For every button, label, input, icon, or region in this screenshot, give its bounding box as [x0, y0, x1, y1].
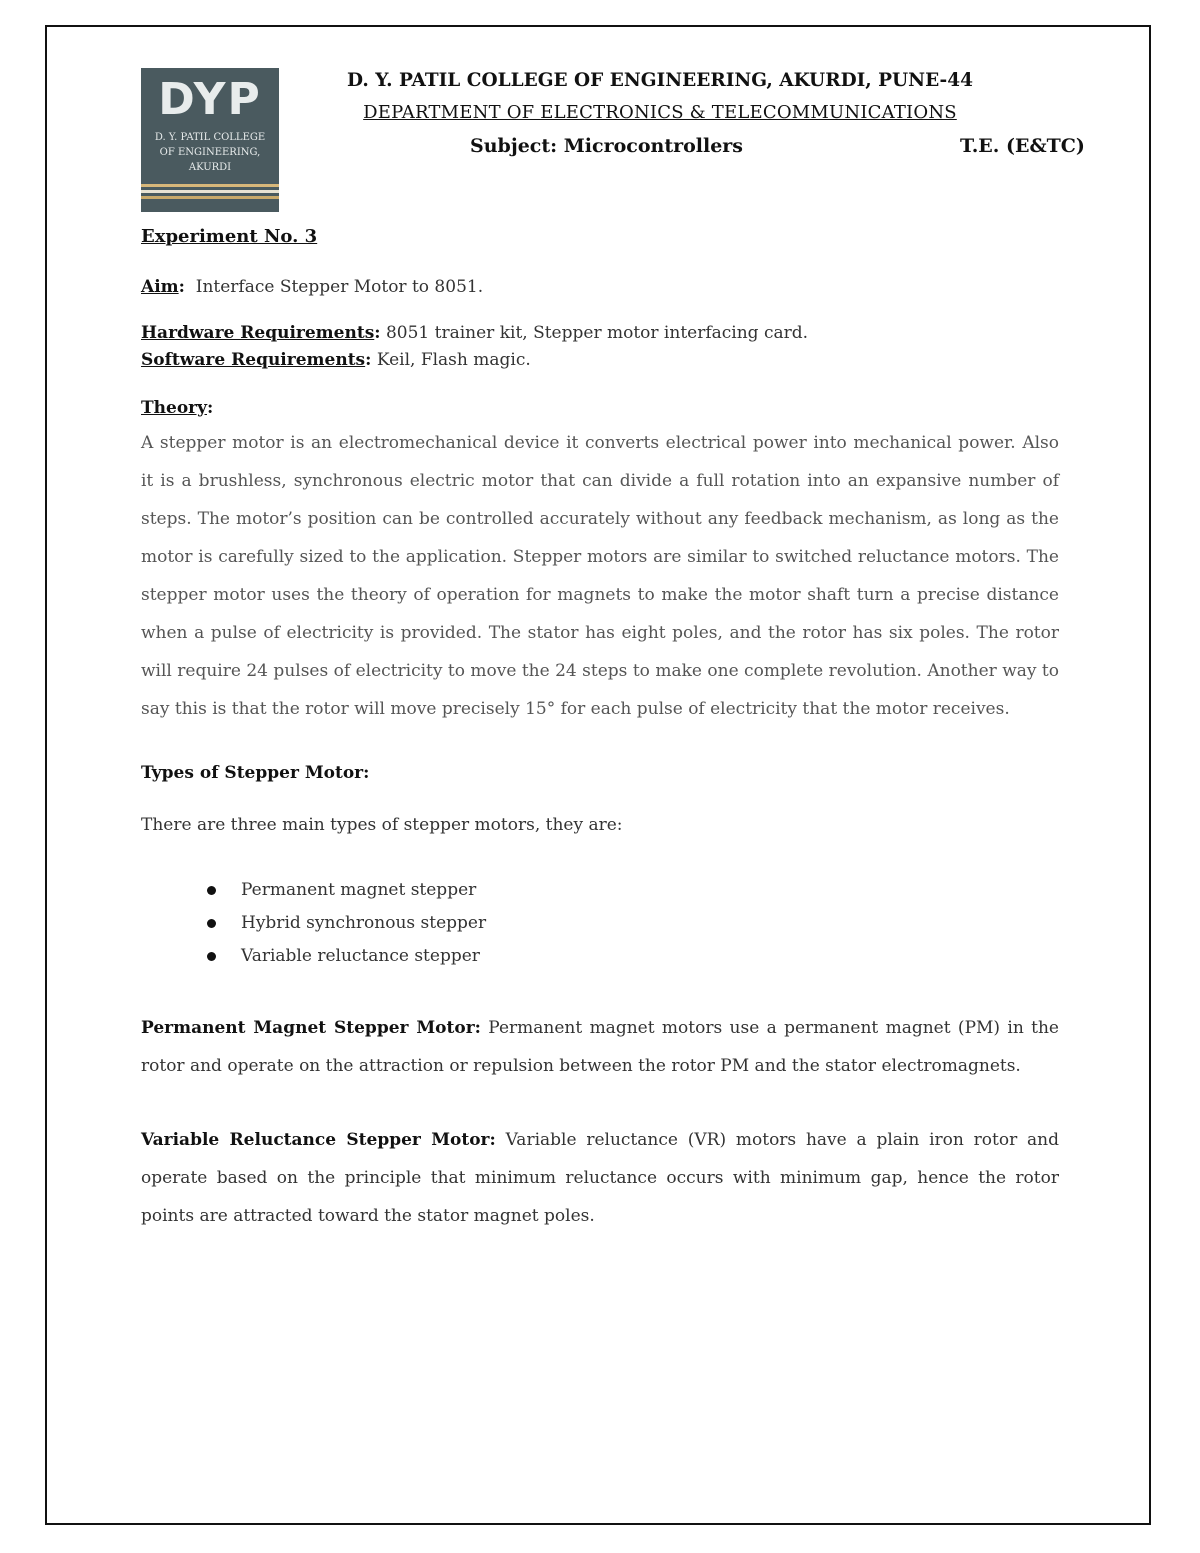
vr-label: Variable Reluctance Stepper Motor:: [141, 1130, 496, 1150]
college-logo: [141, 68, 279, 212]
theory-paragraph: A stepper motor is an electromechanical device it converts electrical power into mechanical power. Also it is a brushless, synchronous electric motor that can divide a full rotation into an expansive number of steps. The motor’s position can be controlled accurately without any feedback mechanism, as long as the motor is carefully sized to the application. Stepper motors are similar to switched reluctance motors. The stepper motor uses the theory of operation for magnets to make the motor shaft turn a precise distance when a pulse of electricity is provided. The stator has eight poles, and the rotor has six poles. The rotor will require 24 pulses of electricity to move the 24 steps to make one complete revolution. Another way to say this is that the rotor will move precisely 15° for each pulse of electricity that the motor receives.: [141, 433, 1059, 719]
vr-paragraph: [141, 1121, 1059, 1235]
aim-label: Aim: [141, 277, 179, 297]
list-item: Hybrid synchronous stepper: [241, 907, 1059, 940]
list-item: Variable reluctance stepper: [241, 940, 1059, 973]
logo-stripes: [141, 184, 279, 202]
types-heading: Types of Stepper Motor:: [141, 763, 370, 783]
class-label: T.E. (E&TC): [960, 135, 1085, 157]
pm-paragraph: [141, 1009, 1059, 1085]
pm-text: Permanent magnet motors use a permanent magnet (PM) in the rotor and operate on the attraction or repulsion between the rotor PM and the stator electromagnets.: [141, 1018, 1059, 1076]
hardware-label: Hardware Requirements: [141, 323, 375, 343]
pm-label: Permanent Magnet Stepper Motor:: [141, 1018, 481, 1038]
logo-mark: DYP: [158, 74, 262, 125]
theory-label: Theory: [141, 398, 207, 418]
logo-text-line: AKURDI: [188, 162, 232, 173]
software-text: Keil, Flash magic.: [376, 350, 531, 370]
document-body: Experiment No. 3 Aim: Interface Stepper Motor to 8051. Hardware Requirements: 8051 trainer kit, Stepper motor interfacing card. Software Requirements: Keil, Flash magic. Theory: A stepper motor is an electromechanical device it converts electrical power into mechanical power. Also it is a brushless, synchronous electric motor that can divide a full rotation into an expansive number of steps. The motor’s position can be controlled accurately without any feedback mechanism, as long as the motor is carefully sized to the application. Stepper motors are similar to switched reluctance motors. The stepper motor uses the theory of operation for magnets to make the motor shaft turn a precise distance when a pulse of electricity is provided. The stator has eight poles, and the rotor has six poles. The rotor will require 24 pulses of electricity to move the 24 steps to make one complete revolution. Another way to say this is that the rotor will move precisely 15° for each pulse of electricity that the motor receives. Types of Stepper Motor: There are three main types of stepper motors, they are: Permanent magnet stepper Hybrid synchronous stepper Variable reluctance stepper Permanent Magnet Stepper Motor: Permanent magnet motors use a permanent magnet (PM) in the rotor and operate on the attraction or repulsion between the rotor PM and the stator electromagnets. Variable Reluctance Stepper Motor: Variable reluctance (VR) motors have a plain iron rotor and operate based on the principle that minimum reluctance occurs with minimum gap, hence the rotor points are attracted toward the stator magnet poles.: [141, 218, 1059, 1235]
logo-text: [145, 130, 275, 175]
logo-text-line: D. Y. PATIL COLLEGE: [154, 132, 266, 143]
experiment-title: Experiment No. 3: [141, 226, 318, 247]
logo-text-line: OF ENGINEERING,: [159, 147, 261, 158]
vr-text: Variable reluctance (VR) motors have a plain iron rotor and operate based on the principle that minimum reluctance occurs with minimum gap, hence the rotor points are attracted toward the stator magnet poles.: [141, 1130, 1059, 1226]
types-intro: There are three main types of stepper motors, they are:: [141, 815, 623, 835]
department-name: DEPARTMENT OF ELECTRONICS & TELECOMMUNICATIONS: [363, 102, 957, 123]
software-label: Software Requirements: [141, 350, 366, 370]
bullet-icon: [207, 952, 216, 961]
types-list: [141, 874, 1059, 973]
bullet-icon: [207, 886, 216, 895]
hardware-text: 8051 trainer kit, Stepper motor interfacing card.: [385, 323, 809, 343]
aim-text: Interface Stepper Motor to 8051.: [195, 277, 484, 297]
bullet-icon: [207, 919, 216, 928]
college-name: D. Y. PATIL COLLEGE OF ENGINEERING, AKURDI, PUNE-44: [347, 70, 973, 91]
subject-line: Subject: Microcontrollers: [470, 135, 744, 157]
list-item: Permanent magnet stepper: [241, 874, 1059, 907]
